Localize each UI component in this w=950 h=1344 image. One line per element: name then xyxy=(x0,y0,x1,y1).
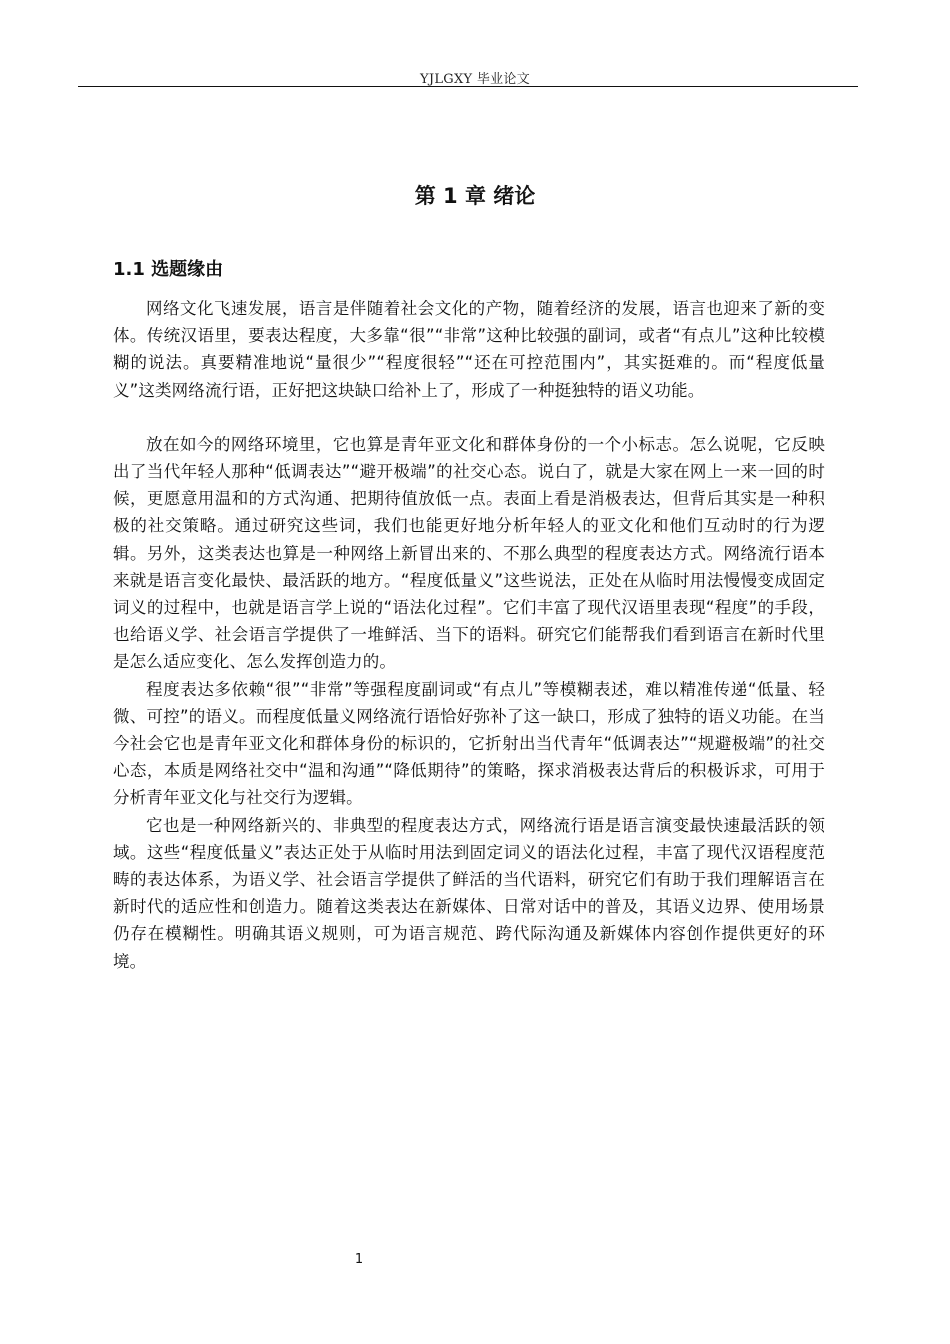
chapter-title: 第 1 章 绪论 xyxy=(414,184,536,208)
section-title: 1.1 选题缘由 xyxy=(113,259,224,280)
header-divider xyxy=(78,86,858,87)
body-text xyxy=(113,295,825,975)
paragraph-2: 放在如今的网络环境里，它也算是青年亚文化和群体身份的一个小标志。怎么说呢，它反映出了当代年轻人那种“低调表达”“避开极端”的社交心态。说白了，就是大家在网上一来一回的时候，更愿意用温和的方式沟通、把期待值放低一点。表面上看是消极表达，但背后其实是一种积极的社交策略。通过研究这些词，我们也能更好地分析年轻人的亚文化和他们互动时的行为逻辑。另外，这类表达也算是一种网络上新冒出来的、不那么典型的程度表达方式。网络流行语本来就是语言变化最快、最活跃的地方。“程度低量义”这些说法，正处在从临时用法慢慢变成固定词义的过程中，也就是语言学上说的“语法化过程”。它们丰富了现代汉语里表现“程度”的手段，也给语义学、社会语言学提供了一堆鲜活、当下的语料。研究它们能帮我们看到语言在新时代里是怎么适应变化、怎么发挥创造力的。 xyxy=(113,434,825,672)
paragraph-3: 程度表达多依赖“很”“非常”等强程度副词或“有点儿”等模糊表述，难以精准传递“低量、轻微、可控”的语义。而程度低量义网络流行语恰好弥补了这一缺口，形成了独特的语义功能。在当今社会它也是青年亚文化和群体身份的标识的，它折射出当代青年“低调表达”“规避极端”的社交心态，本质是网络社交中“温和沟通”“降低期待”的策略，探求消极表达背后的积极诉求，可用于分析青年亚文化与社交行为逻辑。 xyxy=(113,679,825,808)
running-header: YJLGXY 毕业论文 xyxy=(419,72,531,87)
paragraph-1: 网络文化飞速发展，语言是伴随着社会文化的产物，随着经济的发展，语言也迎来了新的变体。传统汉语里，要表达程度，大多靠“很”“非常”这种比较强的副词，或者“有点儿”这种比较模糊的说法。真要精准地说“量很少”“程度很轻”“还在可控范围内”，其实挺难的。而“程度低量义”这类网络流行语，正好把这块缺口给补上了，形成了一种挺独特的语义功能。 xyxy=(113,299,825,400)
page-number: 1 xyxy=(354,1252,364,1267)
paragraph-4: 它也是一种网络新兴的、非典型的程度表达方式，网络流行语是语言演变最快速最活跃的领域。这些“程度低量义”表达正处于从临时用法到固定词义的语法化过程，丰富了现代汉语程度范畴的表达体系，为语义学、社会语言学提供了鲜活的当代语料，研究它们有助于我们理解语言在新时代的适应性和创造力。随着这类表达在新媒体、日常对话中的普及，其语义边界、使用场景仍存在模糊性。明确其语义规则，可为语言规范、跨代际沟通及新媒体内容创作提供更好的环境。 xyxy=(113,815,825,971)
